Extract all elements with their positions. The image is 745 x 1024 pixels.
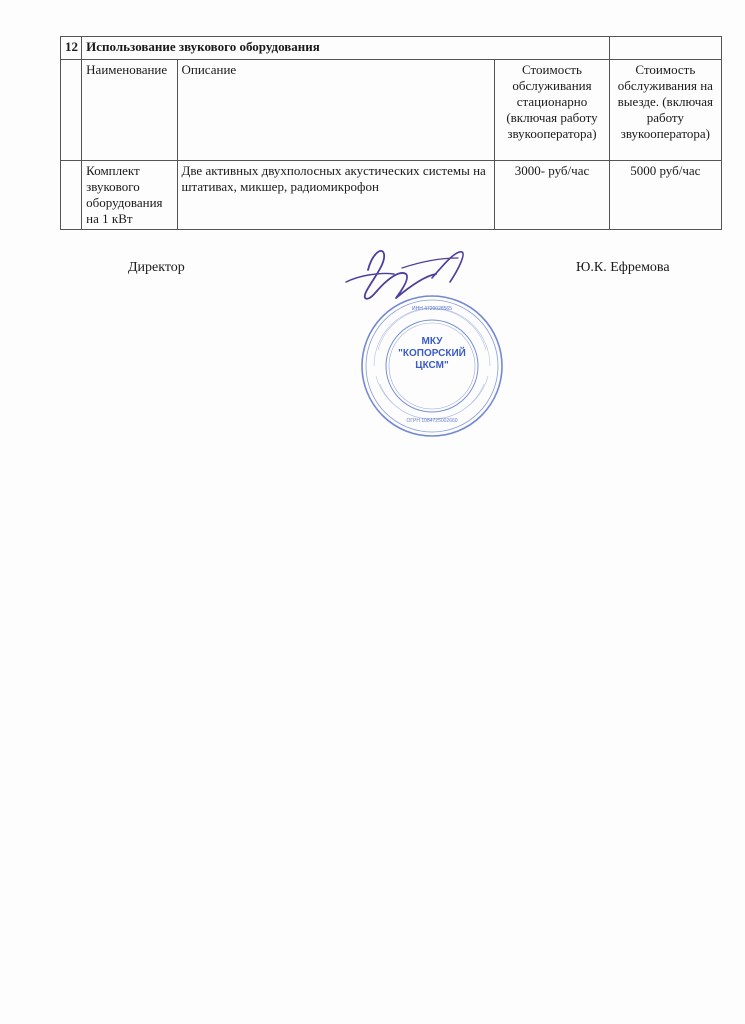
column-header-row: [61, 60, 722, 161]
section-title: Использование звукового оборудования: [82, 37, 610, 60]
header-price-stationary: Стоимость обслуживания стационарно (включая работу звукооператора): [495, 60, 609, 161]
price-table: [60, 36, 722, 230]
item-price-stationary: 3000- руб/час: [495, 161, 609, 230]
stamp-line-3: ЦКСМ": [415, 360, 449, 371]
header-name: Наименование: [82, 60, 177, 161]
empty-number-cell: [61, 161, 82, 230]
table-row: [61, 161, 722, 230]
header-price-onsite: Стоимость обслуживания на выезде. (включая работу звукооператора): [609, 60, 721, 161]
section-number: 12: [61, 37, 82, 60]
section-header-empty-cell: [609, 37, 721, 60]
empty-number-cell: [61, 60, 82, 161]
stamp-line-2: "КОПОРСКИЙ: [398, 348, 466, 359]
item-price-onsite: 5000 руб/час: [609, 161, 721, 230]
item-name: Комплект звукового оборудования на 1 кВт: [82, 161, 177, 230]
stamp-line-1: МКУ: [421, 336, 443, 347]
stamp-inn: ИНН 4720028565: [411, 306, 452, 312]
signer-name: Ю.К. Ефремова: [576, 260, 670, 275]
signer-role: Директор: [128, 260, 185, 275]
handwritten-signature-icon: [332, 240, 482, 312]
section-header-row: [61, 37, 722, 60]
header-description: Описание: [177, 60, 495, 161]
item-description: Две активных двухполосных акустических системы на штативах, микшер, радиомикрофон: [177, 161, 495, 230]
stamp-center-text: [358, 336, 506, 372]
stamp-ogrn: ОГРН 1084725002660: [406, 418, 458, 424]
